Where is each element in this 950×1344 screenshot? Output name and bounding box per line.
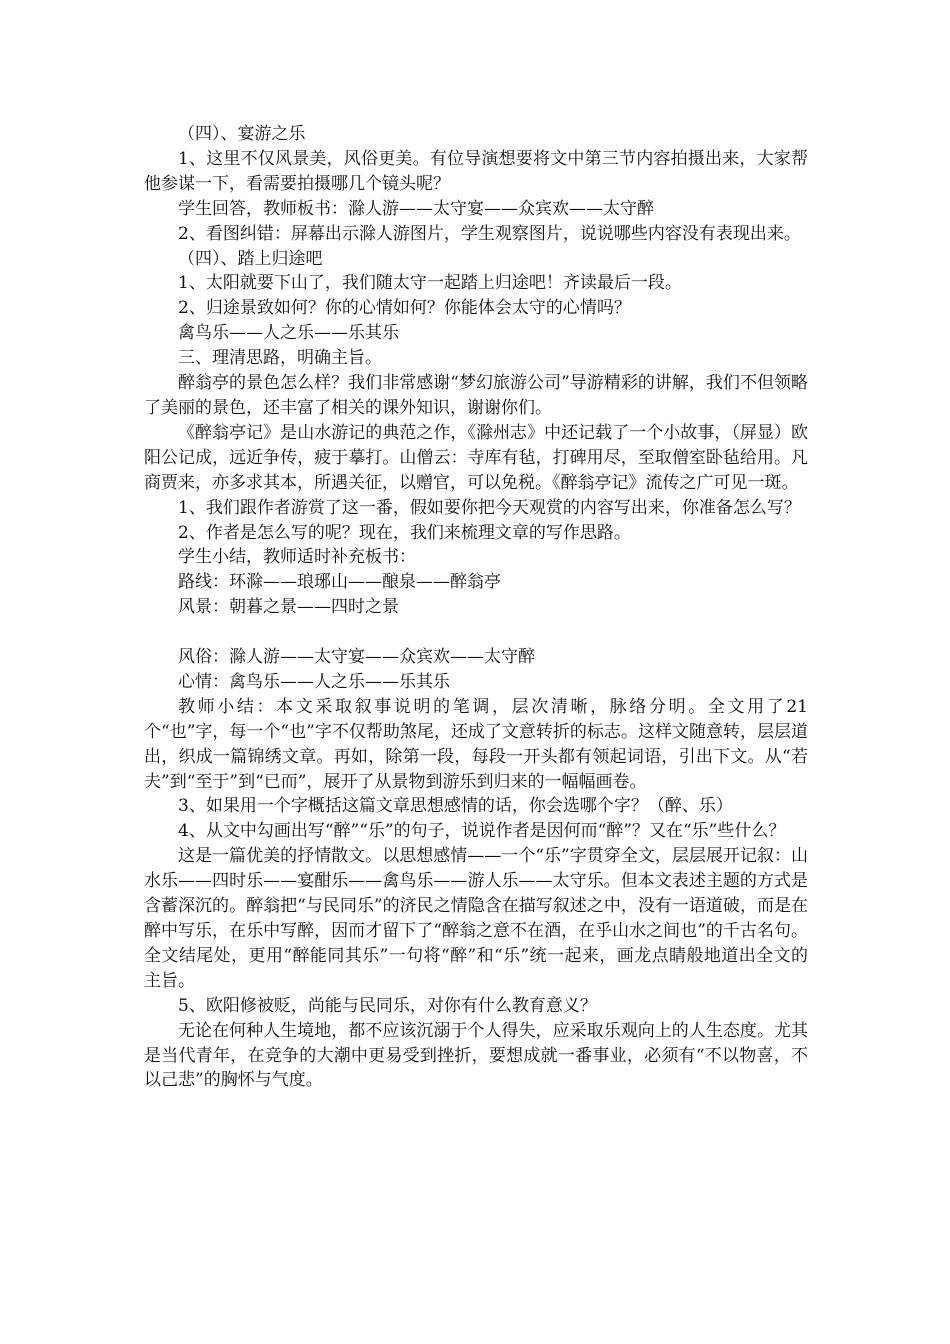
paragraph: 4、从文中勾画出写“醉”“乐”的句子，说说作者是因何而“醉”？又在“乐”些什么？ <box>178 821 786 842</box>
section-heading: （四）、宴游之乐 <box>178 124 306 144</box>
paragraph: 2、作者是怎么写的呢？现在，我们来梳理文章的写作思路。 <box>178 522 631 543</box>
paragraph: 醉翁亭的景色怎么样？我们非常感谢“梦幻旅游公司”导游精彩的讲解，我们不但领略了美丽的景色，还丰富了相关的课外知识，谢谢你们。 <box>144 373 808 418</box>
paragraph: 学生回答，教师板书：滁人游——太守宴——众宾欢——太守醉 <box>178 198 654 219</box>
paragraph: 5、欧阳修被贬，尚能与民同乐，对你有什么教育意义？ <box>178 995 597 1016</box>
blank-line <box>144 620 808 645</box>
paragraph: 心情：禽鸟乐——人之乐——乐其乐 <box>178 671 450 692</box>
paragraph: 《醉翁亭记》是山水游记的典范之作，《滁州志》中还记载了一个小故事，（屏显）欧阳公记成，远近争传，疲于摹打。山僧云：寺库有毡，打碑用尽，至取僧室卧毡给用。凡商贾来，亦多求其本，所遇关征，以赠官，可以免税。《醉翁亭记》流传之广可见一斑。 <box>144 422 808 493</box>
paragraph: 2、归途景致如何？你的心情如何？你能体会太守的心情吗？ <box>178 298 631 319</box>
section-heading: 三、理清思路，明确主旨。 <box>178 348 382 369</box>
paragraph: 风俗：滁人游——太守宴——众宾欢——太守醉 <box>178 647 535 668</box>
section-heading: （四）、踏上归途吧 <box>178 248 323 269</box>
paragraph: 3、如果用一个字概括这篇文章思想感情的话，你会选哪个字？（醉、乐） <box>178 796 733 817</box>
paragraph: 路线：环滁——琅琊山——酿泉——醉翁亭 <box>178 572 501 593</box>
paragraph: 教师小结：本文采取叙事说明的笔调，层次清晰，脉络分明。全文用了21个“也”字，每一个“也”字不仅帮助煞尾，还成了文意转折的标志。这样文随意转，层层道出，织成一篇锦绣文章。再如，除第一段，每段一开头都有领起词语，引出下文。从“若夫”到“至于”到“已而”，展开了从景物到游乐到归来的一幅幅画卷。 <box>144 696 808 792</box>
paragraph: 这是一篇优美的抒情散文。以思想感情——一个“乐”字贯穿全文，层层展开记叙：山水乐——四时乐——宴酣乐——禽鸟乐——游人乐——太守乐。但本文表述主题的方式是含蓄深沉的。醉翁把“与民同乐”的济民之情隐含在描写叙述之中，没有一语道破，而是在醉中写乐，在乐中写醉，因而才留下了“醉翁之意不在酒，在乎山水之间也”的千古名句。全文结尾处，更用“醉能同其乐”一句将“醉”和“乐”统一起来，画龙点睛般地道出全文的主旨。 <box>144 846 808 991</box>
document-body <box>144 122 808 1093</box>
paragraph: 禽鸟乐——人之乐——乐其乐 <box>178 323 399 344</box>
paragraph: 无论在何种人生境地，都不应该沉溺于个人得失，应采取乐观向上的人生态度。尤其是当代青年，在竞争的大潮中更易受到挫折，要想成就一番事业，必须有“不以物喜，不以己悲”的胸怀与气度。 <box>144 1020 808 1091</box>
paragraph: 2、看图纠错：屏幕出示滁人游图片，学生观察图片，说说哪些内容没有表现出来。 <box>178 223 801 244</box>
paragraph: 学生小结，教师适时补充板书： <box>178 547 416 568</box>
paragraph: 1、太阳就要下山了，我们随太守一起踏上归途吧！齐读最后一段。 <box>178 273 682 294</box>
paragraph: 1、我们跟作者游赏了这一番，假如要你把今天观赏的内容写出来，你准备怎么写？ <box>178 497 801 518</box>
paragraph: 1、这里不仅风景美，风俗更美。有位导演想要将文中第三节内容拍摄出来，大家帮他参谋一下，看需要拍摄哪几个镜头呢？ <box>144 148 808 194</box>
paragraph: 风景：朝暮之景——四时之景 <box>178 597 399 618</box>
